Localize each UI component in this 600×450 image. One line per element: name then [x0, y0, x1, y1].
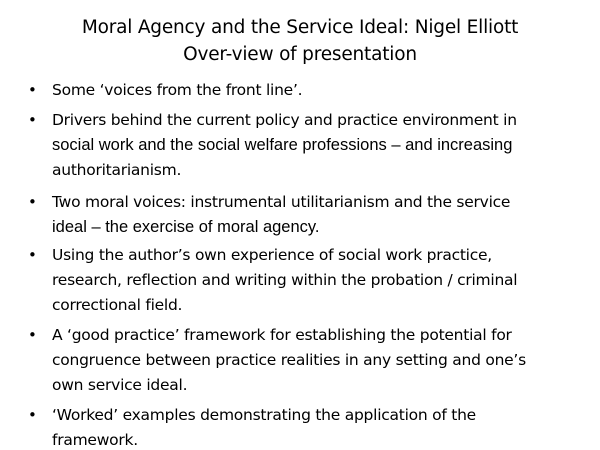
bullet-text-line: own service ideal. — [52, 376, 188, 394]
bullet-text-line: research, reflection and writing within the probation / criminal — [52, 271, 518, 289]
slide-title — [0, 14, 600, 68]
bullet-text-line: social work and the social welfare professions – and increasing — [52, 136, 513, 154]
bullet-text-line: Two moral voices: instrumental utilitarianism and the service — [52, 193, 511, 211]
bullet-marker: • — [28, 246, 37, 264]
bullet-text-line: ‘Worked’ examples demonstrating the application of the — [52, 406, 476, 424]
bullet-list — [26, 78, 600, 450]
bullet-text-line: authoritarianism. — [52, 161, 182, 179]
bullet-marker: • — [28, 193, 37, 211]
slide-subtitle-line: Over-view of presentation — [183, 44, 417, 65]
slide-title-line: Moral Agency and the Service Ideal: Nigel Elliott — [81, 17, 519, 38]
bullet-marker: • — [28, 111, 37, 129]
bullet-item — [26, 403, 600, 450]
bullet-item — [26, 190, 600, 240]
bullet-text-line: framework. — [52, 431, 138, 449]
bullet-text-line: Drivers behind the current policy and practice environment in — [52, 111, 517, 129]
bullet-marker: • — [28, 326, 37, 344]
bullet-text-line: A ‘good practice’ framework for establishing the potential for — [52, 326, 512, 344]
bullet-item — [26, 323, 600, 398]
bullet-item — [26, 108, 600, 183]
bullet-text-line: correctional field. — [52, 296, 183, 314]
bullet-text-line: congruence between practice realities in any setting and one’s — [52, 351, 526, 369]
bullet-text-line: ideal – the exercise of moral agency. — [52, 218, 320, 236]
bullet-marker: • — [28, 81, 37, 99]
bullet-text-line: Using the author’s own experience of social work practice, — [52, 246, 492, 264]
bullet-text-line: Some ‘voices from the front line’. — [52, 81, 303, 99]
bullet-item — [26, 243, 600, 318]
bullet-marker: • — [28, 406, 37, 424]
bullet-item — [26, 78, 600, 103]
